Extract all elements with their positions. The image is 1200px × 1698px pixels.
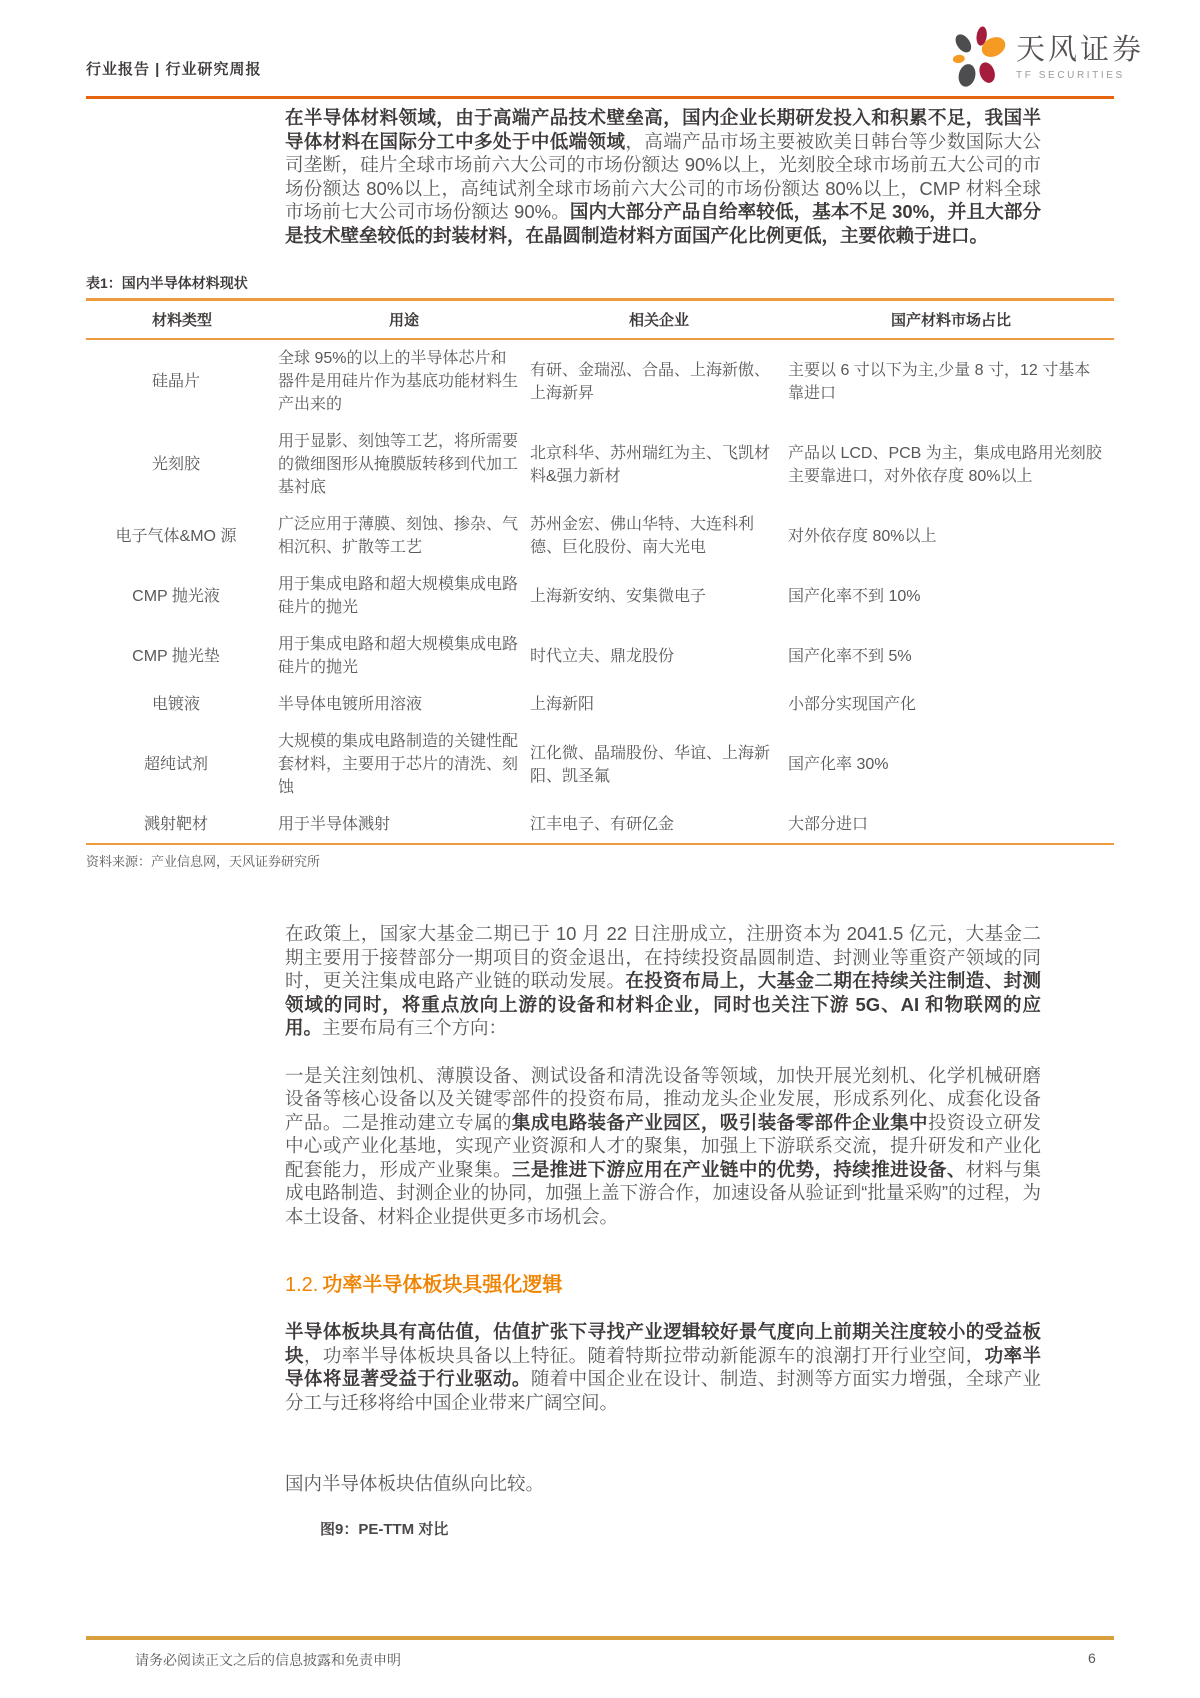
cell-companies: 北京科华、苏州瑞红为主、飞凯材料&强力新材 <box>530 444 771 485</box>
cell-market-share: 国产化率不到 10% <box>788 587 921 605</box>
col-header-companies: 相关企业 <box>530 300 788 340</box>
col-header-usage: 用途 <box>278 300 530 340</box>
power-semiconductor-paragraph <box>285 1320 1041 1414</box>
cell-companies: 有研、金瑞泓、合晶、上海新傲、上海新昇 <box>530 361 771 402</box>
cell-material-type: CMP 抛光垫 <box>132 647 220 665</box>
text-run: 随着中国企业在设计、制造、封测等方面实力增强，全球产业分工与迁移将给中国企业带来广阔空间。 <box>285 1368 1041 1413</box>
disclaimer-text: 请务必阅读正文之后的信息披露和免责申明 <box>135 1652 401 1668</box>
cell-companies: 上海新安纳、安集微电子 <box>530 587 707 605</box>
cell-companies: 时代立夫、鼎龙股份 <box>530 647 675 665</box>
text-run: ，高端产品市场主要被欧美日韩台等少数国际大公司垄断，硅片全球市场前六大公司的市场份额达 90%以上，光刻胶全球市场前五大公司的市场份额达 80%以上，高纯试剂全球市场前六大公司的市场份额达 80%以上，CMP 材料全球市场前七大公司市场份额达 90%。 <box>285 130 1041 222</box>
cell-usage: 用于半导体溅射 <box>278 816 391 833</box>
logo-name-en: TF SECURITIES <box>1015 69 1125 81</box>
cell-usage: 用于集成电路和超大规模集成电路硅片的抛光 <box>278 576 519 616</box>
text-run: 在投资布局上，大基金二期在持续关注制造、封测领域的同时，将重点放向上游的设备和材料企业，同时也关注下游 5G、AI 和物联网的应用。 <box>285 970 1041 1038</box>
section-title: 功率半导体板块具强化逻辑 <box>322 1274 563 1296</box>
cell-market-share: 大部分进口 <box>788 816 869 833</box>
cell-usage: 大规模的集成电路制造的关键性配套材料，主要用于芯片的清洗、刻蚀 <box>278 733 519 796</box>
table-row <box>86 506 1114 566</box>
table-row <box>86 686 1114 723</box>
cell-market-share: 产品以 LCD、PCB 为主，集成电路用光刻胶主要靠进口，对外依存度 80%以上 <box>788 444 1102 485</box>
cell-material-type: 超纯试剂 <box>143 756 208 773</box>
text-run: 半导体板块具有高估值，估值扩张下寻找产业逻辑较好景气度向上前期关注度较小的受益板块 <box>285 1321 1041 1366</box>
valuation-note: 国内半导体板块估值纵向比较。 <box>285 1473 545 1494</box>
table-row <box>86 423 1114 506</box>
text-run: 投资设立研发中心或产业化基地，实现产业资源和人才的聚集，加强上下游联系交流，提升研发和产业化配套能力，形成产业聚集。 <box>285 1111 1041 1180</box>
cell-market-share: 小部分实现国产化 <box>788 696 917 713</box>
cell-material-type: 光刻胶 <box>151 456 200 473</box>
table-row <box>86 723 1114 806</box>
table-row <box>86 566 1114 626</box>
cell-usage: 用于集成电路和超大规模集成电路硅片的抛光 <box>278 636 519 676</box>
cell-companies: 苏州金宏、佛山华特、大连科利德、巨化股份、南大光电 <box>530 516 755 556</box>
table-row <box>86 339 1114 423</box>
col-header-material-type: 材料类型 <box>86 300 278 340</box>
page-number: 6 <box>1088 1650 1096 1666</box>
cell-material-type: 硅晶片 <box>151 373 200 390</box>
directions-paragraph <box>285 1064 1041 1229</box>
cell-companies: 江化微、晶瑞股份、华谊、上海新阳、凯圣氟 <box>530 744 771 785</box>
text-run: 集成电路装备产业园区，吸引装备零部件企业集中 <box>511 1111 928 1133</box>
cell-market-share: 国产化率 30% <box>788 756 889 773</box>
logo-name-cn: 天风证券 <box>1015 34 1144 67</box>
cell-companies: 上海新阳 <box>530 696 595 713</box>
table-row <box>86 806 1114 844</box>
cell-market-share: 主要以 6 寸以下为主,少量 8 寸，12 寸基本靠进口 <box>788 361 1091 402</box>
text-run: 三是推进下游应用在产业链中的优势，持续推进设备、 <box>511 1158 966 1180</box>
materials-table <box>86 298 1114 845</box>
text-run: 在半导体材料领域，由于高端产品技术壁垒高，国内企业长期研发投入和积累不足，我国半导体材料在国际分工中多处于中低端领域 <box>285 107 1041 152</box>
cell-material-type: CMP 抛光液 <box>132 587 220 605</box>
cell-material-type: 电镀液 <box>151 696 200 713</box>
table-source: 资料来源：产业信息网，天风证券研究所 <box>86 854 321 869</box>
cell-companies: 江丰电子、有研亿金 <box>530 816 675 833</box>
text-run: 材料与集成电路制造、封测企业的协同，加强上盖下游合作，加速设备从验证到“批量采购”的过程，为本土设备、材料企业提供更多市场机会。 <box>285 1158 1041 1227</box>
section-heading-1-2 <box>285 1272 1200 1298</box>
col-header-market-share: 国产材料市场占比 <box>788 300 1114 340</box>
cell-usage: 全球 95%的以上的半导体芯片和器件是用硅片作为基底功能材料生产出来的 <box>278 350 519 413</box>
text-run: 在政策上，国家大基金二期已于 10 月 22 日注册成立，注册资本为 2041.5 亿元，大基金二期主要用于接替部分一期项目的资金退出，在持续投资晶圆制造、封测业等重资产领域的同时，更关注集成电路产业链的联动发展。 <box>285 923 1041 991</box>
cell-material-type: 溅射靶材 <box>143 816 208 833</box>
cell-usage: 用于显影、刻蚀等工艺，将所需要的微细图形从掩膜版转移到代加工基衬底 <box>278 433 519 496</box>
text-run: 功率半导体将显著受益于行业驱动。 <box>285 1344 1041 1389</box>
cell-usage: 广泛应用于薄膜、刻蚀、掺杂、气相沉积、扩散等工艺 <box>278 516 519 556</box>
text-run: 主要布局有三个方向： <box>322 1017 508 1038</box>
text-run: 国内大部分产品自给率较低，基本不足 30%，并且大部分是技术壁垒较低的封装材料，在晶圆制造材料方面国产化比例更低，主要依赖于进口。 <box>285 201 1041 246</box>
cell-market-share: 国产化率不到 5% <box>788 647 912 665</box>
cell-material-type: 电子气体&MO 源 <box>115 527 237 545</box>
report-type-label: 行业报告 | 行业研究周报 <box>86 61 262 78</box>
materials-table-section <box>0 273 1200 870</box>
table-title: 表1：国内半导体材料现状 <box>86 275 248 291</box>
text-run: 一是关注刻蚀机、薄膜设备、测试设备和清洗设备等领域，加快开展光刻机、化学机械研磨设备等核心设备以及关键零部件的投资布局，推动龙头企业发展，形成系列化、成套化设备产品。二是推动建立专属的 <box>285 1064 1041 1133</box>
footer-divider <box>86 1636 1114 1640</box>
table-row <box>86 626 1114 686</box>
cell-usage: 半导体电镀所用溶液 <box>278 696 423 713</box>
intro-paragraph <box>285 106 1041 247</box>
cell-market-share: 对外依存度 80%以上 <box>788 527 937 545</box>
policy-paragraph <box>285 922 1041 1040</box>
text-run: ，功率半导体板块具备以上特征。随着特斯拉带动新能源车的浪潮打开行业空间， <box>303 1344 985 1366</box>
section-number: 1.2. <box>285 1274 319 1296</box>
table-header-row <box>86 300 1114 340</box>
figure-caption: 图9：PE-TTM 对比 <box>320 1520 449 1538</box>
